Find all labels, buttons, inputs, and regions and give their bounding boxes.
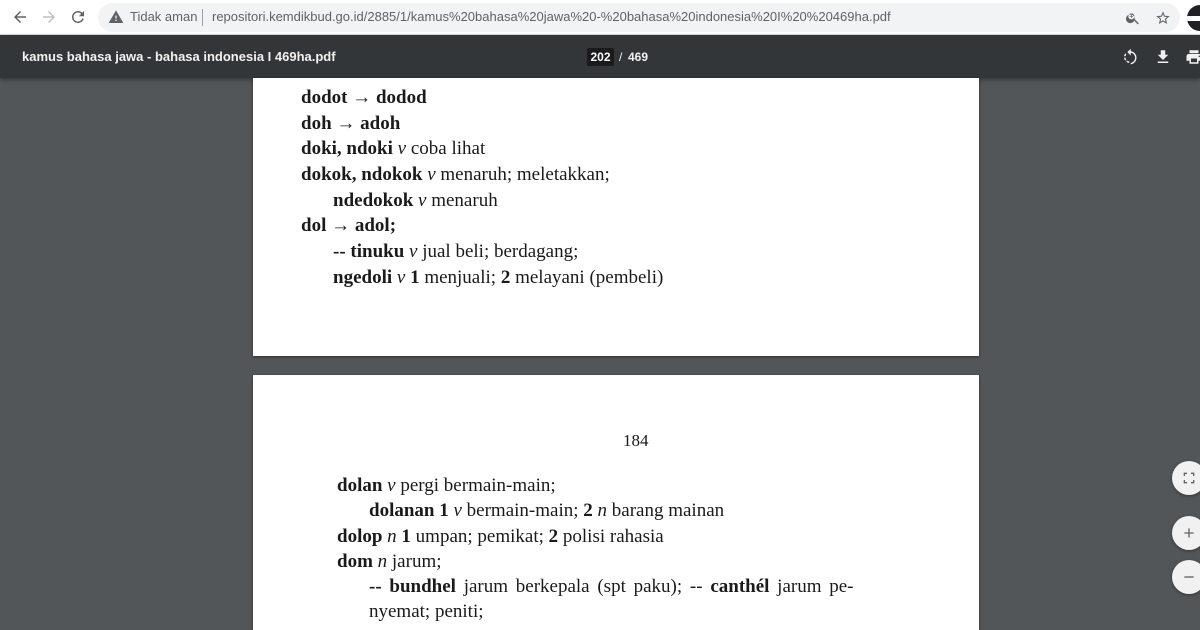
sense-number: 2 <box>548 526 559 547</box>
entry-definition: menjuali; <box>424 267 497 288</box>
part-of-speech: v <box>387 475 396 496</box>
part-of-speech: v <box>409 241 418 262</box>
pdf-page <box>253 375 979 630</box>
page-number-input[interactable]: 202 <box>587 48 614 66</box>
browser-toolbar <box>0 0 1200 35</box>
part-of-speech: v <box>397 138 407 159</box>
entry-term: dokok, ndokok <box>301 164 423 185</box>
entry-term: dom <box>337 551 373 572</box>
sense-number: 1 <box>401 526 411 547</box>
entry-definition: coba lihat <box>410 138 486 159</box>
sense-number: 1 <box>410 267 420 288</box>
entry-term: dodot <box>301 87 348 108</box>
dictionary-entry <box>301 138 485 160</box>
dictionary-entry <box>301 215 396 237</box>
zoom-out-icon[interactable] <box>1172 560 1200 594</box>
rotate-icon[interactable] <box>1119 46 1141 68</box>
entry-definition: menaruh <box>431 190 498 211</box>
sense-number: 2 <box>500 267 511 288</box>
part-of-speech: v <box>418 190 427 211</box>
entry-term: bundhel <box>389 576 456 597</box>
dictionary-entry <box>337 475 556 497</box>
entry-definition: menaruh; meletakkan; <box>440 164 610 185</box>
dictionary-entry <box>337 526 664 548</box>
dictionary-subentry <box>369 576 854 598</box>
entry-term: doki, ndoki <box>301 138 393 159</box>
dictionary-subentry <box>333 267 663 289</box>
entry-definition: umpan; pemikat; <box>415 526 544 547</box>
entry-reference: adoh <box>360 113 401 134</box>
entry-definition: polisi rahasia <box>562 526 664 547</box>
entry-definition: barang mainan <box>611 500 725 521</box>
part-of-speech: n <box>387 526 397 547</box>
part-of-speech: v <box>427 164 436 185</box>
entry-definition: jarum; <box>391 551 442 572</box>
dictionary-subentry <box>333 241 578 263</box>
part-of-speech: n <box>377 551 388 572</box>
entry-term: doh <box>301 113 332 134</box>
star-icon[interactable] <box>1153 8 1173 28</box>
part-of-speech: v <box>453 500 462 521</box>
entry-term: ndedokok <box>333 190 414 211</box>
dictionary-entry <box>301 164 610 186</box>
url-text[interactable]: repositori.kemdikbud.go.id/2885/1/kamus%20bahasa%20jawa%20-%20bahasa%20indonesia%20I%20%20469ha.pdf <box>212 9 891 24</box>
profile-icon[interactable] <box>1187 5 1200 31</box>
part-of-speech: n <box>597 500 608 521</box>
dictionary-entry <box>301 113 400 135</box>
arrow-symbol: → <box>336 113 356 134</box>
forward-arrow-icon[interactable] <box>37 5 61 29</box>
zoom-in-icon[interactable] <box>1172 516 1200 550</box>
entry-definition: bermain-main; <box>466 500 579 521</box>
fit-page-icon[interactable] <box>1172 461 1200 495</box>
arrow-symbol: → <box>331 215 351 236</box>
entry-term: canthél <box>710 576 770 597</box>
page-number: 184 <box>623 431 649 450</box>
arrow-symbol: → <box>352 87 372 108</box>
dictionary-entry <box>337 551 442 573</box>
reload-icon[interactable] <box>66 5 90 29</box>
entry-term: dol <box>301 215 327 236</box>
entry-definition: nyemat; peniti; <box>369 601 484 622</box>
back-arrow-icon[interactable] <box>8 5 32 29</box>
sense-number: 1 <box>439 500 449 521</box>
entry-term: ngedoli <box>333 267 393 288</box>
download-icon[interactable] <box>1152 46 1174 68</box>
entry-definition: jual beli; berdagang; <box>422 241 579 262</box>
dictionary-entry <box>301 87 427 109</box>
pdf-page <box>253 78 979 356</box>
entry-definition: jarum berkepala (spt paku); -- <box>463 576 703 597</box>
security-status[interactable]: Tidak aman <box>130 9 198 24</box>
page-separator: / <box>619 50 623 64</box>
pdf-toolbar <box>0 35 1200 78</box>
document-title: kamus bahasa jawa - bahasa indonesia I 469ha.pdf <box>22 49 336 64</box>
entry-reference: adol; <box>354 215 397 236</box>
warning-icon[interactable] <box>108 9 124 25</box>
entry-term: dolan <box>337 475 383 496</box>
entry-definition: jarum pe- <box>777 576 854 597</box>
address-divider <box>202 9 203 26</box>
page-total: 469 <box>628 50 649 64</box>
dictionary-subentry <box>333 190 498 212</box>
subentry-prefix: -- <box>369 576 382 597</box>
part-of-speech: v <box>396 267 406 288</box>
dictionary-subentry <box>369 500 724 522</box>
zoom-icon[interactable] <box>1123 8 1143 28</box>
entry-term: dolanan <box>369 500 435 521</box>
sense-number: 2 <box>583 500 593 521</box>
entry-definition: melayani (pembeli) <box>515 267 664 288</box>
entry-term: -- tinuku <box>333 241 405 262</box>
dictionary-subentry <box>369 601 484 623</box>
entry-term: dolop <box>337 526 383 547</box>
entry-reference: dodod <box>375 87 427 108</box>
address-bar[interactable] <box>98 3 1180 32</box>
entry-definition: pergi bermain-main; <box>400 475 556 496</box>
print-icon[interactable] <box>1183 46 1200 68</box>
